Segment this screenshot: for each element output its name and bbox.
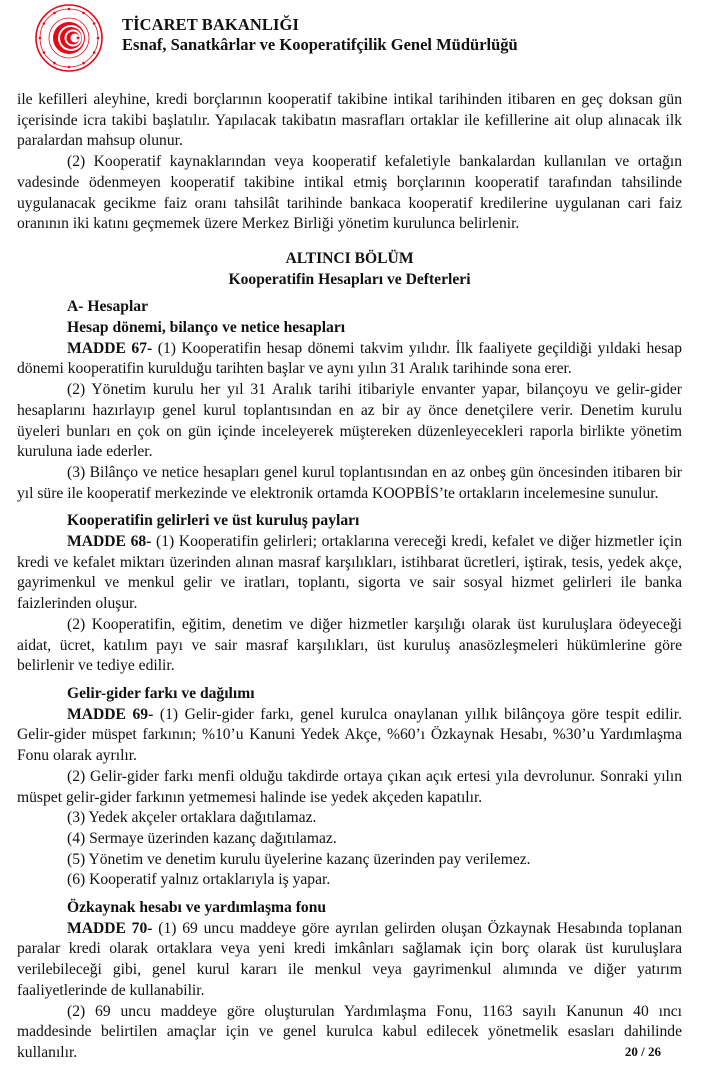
chapter-heading (17, 249, 682, 290)
paragraph: (2) 69 uncu maddeye göre oluşturulan Yardımlaşma Fonu, 1163 sayılı Kanunun 40 ıncı maddesinde belirtilen amaçlar için ve genel kurulca kabul edilecek yönetmelik esasları dahilinde kullanılır. (17, 1002, 682, 1061)
paragraph: (2) Kooperatifin, eğitim, denetim ve diğer hizmetler karşılığı olarak üst kuruluşlara ödeyeceği aidat, ücret, katılım payı ve sair masraf karşılıkları, üst kuruluş anasözleşmeleri hükümlerine göre belirlenir ve tediye edilir. (17, 615, 682, 675)
article-paragraph: MADDE 69- (1) Gelir-gider farkı, genel kurulca onaylanan yıllık bilânçoya göre tespit edilir. Gelir-gider müspet farkının; %10’u Kanuni Yedek Akçe, %60’ı Özkaynak Hesabı, %30’u Yardımlaşma Fonu olarak ayrılır. (17, 705, 682, 765)
chapter-title: Kooperatifin Hesapları ve Defterleri (228, 270, 471, 288)
article-heading: Kooperatifin gelirleri ve üst kuruluş payları (67, 512, 360, 530)
article-heading: Gelir-gider farkı ve dağılımı (67, 684, 255, 702)
paragraph: ile kefilleri aleyhine, kredi borçlarının kooperatif takibine intikal tarihinden itibaren en geç doksan gün içerisinde icra takibi başlatılır. Yapılacak takibatın masrafları ortaklar ile kefillerine ait olup alınacak ilk paralardan mahsup olunur. (17, 91, 682, 150)
paragraph: (4) Sermaye üzerinden kazanç dağıtılamaz. (67, 829, 337, 847)
article-heading: Hesap dönemi, bilanço ve netice hesapları (67, 319, 346, 337)
paragraph: (3) Bilânço ve netice hesapları genel kurul toplantısından en az onbeş gün öncesinden itibaren bir yıl süre ile kooperatif merkezinde ve elektronik ortamda KOOPBİS’te ortakların incelemesine sunulur. (17, 463, 682, 502)
paragraph: (3) Yedek akçeler ortaklara dağıtılamaz. (67, 809, 317, 827)
chapter-number: ALTINCI BÖLÜM (285, 249, 414, 267)
article-heading: Özkaynak hesabı ve yardımlaşma fonu (67, 899, 327, 917)
part-heading: A- Hesaplar (67, 298, 148, 316)
paragraph: (2) Kooperatif kaynaklarından veya kooperatif kefaletiyle bankalardan kullanılan ve ortağın vadesinde ödenmeyen kooperatif takibine intikal etmiş borçlarının kooperatif tarafından tahsilinde uygulanacak gecikme faiz oranı tahsilât tarihinde bankaca kooperatif kredilerine uygulanan cari faiz oranının iki katını geçmemek üzere Merkez Birliği yönetim kurulunca belirlenir. (17, 153, 682, 233)
page-header (0, 0, 723, 80)
paragraph: (6) Kooperatif yalnız ortaklarıyla iş yapar. (67, 871, 331, 889)
article-label: MADDE 69- (67, 705, 154, 723)
ministry-seal-icon (34, 3, 104, 73)
page-number: 20 / 26 (624, 1044, 661, 1059)
article-paragraph: MADDE 68- (1) Kooperatifin gelirleri; ortaklarına vereceği kredi, kefalet ve diğer hizmetler için kredi ve kefalet miktarı üzerinden alınan masraf karşılıkları, istihbarat ücretleri, iştirak, tesis, yedek akçe, gayrimenkul ve menkul gelir ve iratları, toplantı, sigorta ve sair sosyal hizmet gelirleri ile banka faizlerinden oluşur. (17, 533, 682, 613)
paragraph: (5) Yönetim ve denetim kurulu üyelerine kazanç üzerinden pay verilemez. (67, 850, 531, 868)
article-paragraph: MADDE 67- (1) Kooperatifin hesap dönemi takvim yılıdır. İlk faaliyete geçildiği yıldaki hesap dönemi kooperatifin kurulduğu tarihten başlar ve aynı yılın 31 Aralık tarihinde sona erer. (17, 339, 682, 378)
document-body (17, 90, 682, 1064)
paragraph: (2) Gelir-gider farkı menfi olduğu takdirde ortaya çıkan açık ertesi yıla devrolunur. Sonraki yılın müspet gelir-gider farkının yetmemesi halinde ise yedek akçeden kapatılır. (17, 767, 682, 806)
directorate-name: Esnaf, Sanatkârlar ve Kooperatifçilik Genel Müdürlüğü (122, 35, 518, 54)
article-label: MADDE 68- (67, 533, 152, 551)
ministry-name: TİCARET BAKANLIĞI (122, 15, 299, 34)
paragraph: (2) Yönetim kurulu her yıl 31 Aralık tarihi itibariyle envanter yapar, bilançoyu ve gelir-gider hesaplarını hazırlayıp genel kurul toplantısından en az bir ay önce denetçilere verir. Denetim kurulu üyeleri bunları en çok on gün içinde inceleyerek müştereken düzenleyecekleri raporla birlikte yönetim kuruluna iade ederler. (17, 381, 682, 461)
article-paragraph: MADDE 70- (1) 69 uncu maddeye göre ayrılan gelirden oluşan Özkaynak Hesabında toplanan paralar kredi olarak ortaklara veya yeni kredi imkânları sağlamak için borç olarak üst kuruluşlara verilebileceği gibi, genel kurul kararı ile menkul veya gayrimenkul alımında ve diğer yatırım faaliyetlerinde de kullanabilir. (17, 919, 682, 999)
article-label: MADDE 67- (67, 339, 153, 357)
article-label: MADDE 70- (67, 919, 153, 937)
